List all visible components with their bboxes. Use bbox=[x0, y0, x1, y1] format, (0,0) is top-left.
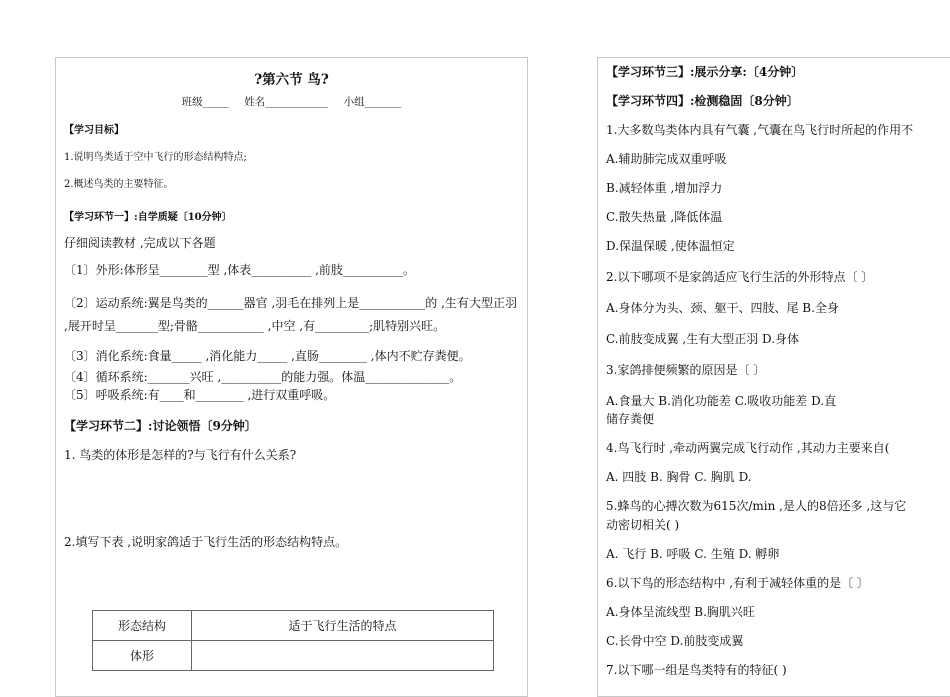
quiz-option: A.辅助肺完成双重呼吸 bbox=[606, 152, 727, 166]
table-row bbox=[93, 641, 494, 671]
step2-heading: 【学习环节二】 bbox=[64, 419, 149, 433]
quiz-line: 7.以下哪一组是鸟类特有的特征( ) bbox=[606, 663, 787, 677]
step1-title: :自学质疑〔10分钟〕 bbox=[134, 212, 232, 223]
question-digestion: 〔3〕消化系统:食量_____ ,消化能力_____ ,直肠________ ,体内不贮存粪便。 bbox=[64, 349, 471, 363]
table-header-cell: 形态结构 bbox=[93, 611, 192, 641]
question-movement: 〔2〕运动系统:翼是鸟类的______器官 ,羽毛在排列上是___________的 ,生有大型正羽 ,展开时呈_______型;骨骼___________ ,中空 ,有_________;肌特别兴旺。 bbox=[64, 296, 517, 333]
quiz-option: A. 四肢 B. 胸骨 C. 胸肌 D. bbox=[606, 470, 752, 484]
quiz-line: 1.大多数鸟类体内具有气囊 ,气囊在鸟飞行时所起的作用不 bbox=[606, 123, 914, 137]
class-field-label: 班级_____ bbox=[181, 96, 229, 108]
quiz-option: A.身体呈流线型 B.胸肌兴旺 bbox=[606, 605, 755, 619]
discussion-question-2: 2.填写下表 ,说明家鸽适于飞行生活的形态结构特点。 bbox=[64, 535, 348, 549]
step2-header bbox=[64, 415, 524, 434]
quiz-option: D.保温保暖 ,使体温恒定 bbox=[606, 239, 735, 253]
question-circulation: 〔4〕循环系统:_______兴旺 ,__________的能力强。体温______________。 bbox=[64, 370, 462, 384]
discussion-question-1: 1. 鸟类的体形是怎样的?与飞行有什么关系? bbox=[64, 448, 297, 462]
quiz-option: C.散失热量 ,降低体温 bbox=[606, 210, 723, 224]
quiz-line: 4.鸟飞行时 ,牵动两翼完成飞行动作 ,其动力主要来自( bbox=[606, 441, 890, 455]
quiz-line: 2.以下哪项不是家鸽适应飞行生活的外形特点〔 〕 bbox=[606, 270, 874, 284]
quiz-line: 动密切相关( ) bbox=[606, 518, 680, 532]
table-header-row bbox=[93, 611, 494, 641]
goals-heading: 【学习目标】 bbox=[64, 125, 124, 136]
goal-item: 1.说明鸟类适于空中飞行的形态结构特点; bbox=[64, 152, 247, 163]
name-field-label: 姓名____________ bbox=[244, 96, 329, 108]
student-info-row bbox=[64, 94, 519, 108]
quiz-option: C.前肢变成翼 ,生有大型正羽 D.身体 bbox=[606, 332, 800, 346]
group-field-label: 小组_______ bbox=[343, 96, 402, 108]
quiz-line: 3.家鸽排便频繁的原因是〔 〕 bbox=[606, 363, 766, 377]
quiz-option: A.身体分为头、颈、躯干、四肢、尾 B.全身 bbox=[606, 301, 839, 315]
worksheet-right-page bbox=[597, 57, 950, 697]
worksheet-left-page bbox=[55, 57, 528, 697]
table-header-cell: 适于飞行生活的特点 bbox=[192, 611, 494, 641]
question-shape: 〔1〕外形:体形呈________型 ,体表__________ ,前肢__________。 bbox=[64, 263, 415, 277]
table-cell: 体形 bbox=[93, 641, 192, 671]
table-answer-cell[interactable] bbox=[192, 641, 494, 671]
step3-heading: 【学习环节三】:展示分享:〔4分钟〕 bbox=[606, 65, 804, 79]
quiz-option: C.长骨中空 D.前肢变成翼 bbox=[606, 634, 744, 648]
goal-item: 2.概述鸟类的主要特征。 bbox=[64, 179, 174, 190]
quiz-option: 储存粪便 bbox=[606, 412, 655, 426]
structure-table bbox=[92, 610, 494, 671]
quiz-line: 5.蜂鸟的心搏次数为615次/min ,是人的8倍还多 ,这与它 bbox=[606, 499, 907, 513]
step4-heading: 【学习环节四】:检测稳固〔8分钟〕 bbox=[606, 94, 799, 108]
quiz-line: 6.以下鸟的形态结构中 ,有利于减轻体重的是〔 〕 bbox=[606, 576, 869, 590]
step1-heading: 【学习环节一】 bbox=[64, 212, 134, 223]
quiz-option: B.减轻体重 ,增加浮力 bbox=[606, 181, 723, 195]
quiz-option: A.食量大 B.消化功能差 C.吸收功能差 D.直 bbox=[606, 394, 837, 408]
step2-title: :讨论领悟〔9分钟〕 bbox=[148, 419, 257, 433]
page-title: ?第六节 鸟? bbox=[254, 72, 329, 88]
step1-header bbox=[64, 205, 524, 224]
quiz-option: A. 飞行 B. 呼吸 C. 生殖 D. 孵卵 bbox=[606, 547, 780, 561]
question-respiration: 〔5〕呼吸系统:有____和________ ,进行双重呼吸。 bbox=[64, 388, 336, 402]
step1-intro: 仔细阅读教材 ,完成以下各题 bbox=[64, 236, 216, 250]
